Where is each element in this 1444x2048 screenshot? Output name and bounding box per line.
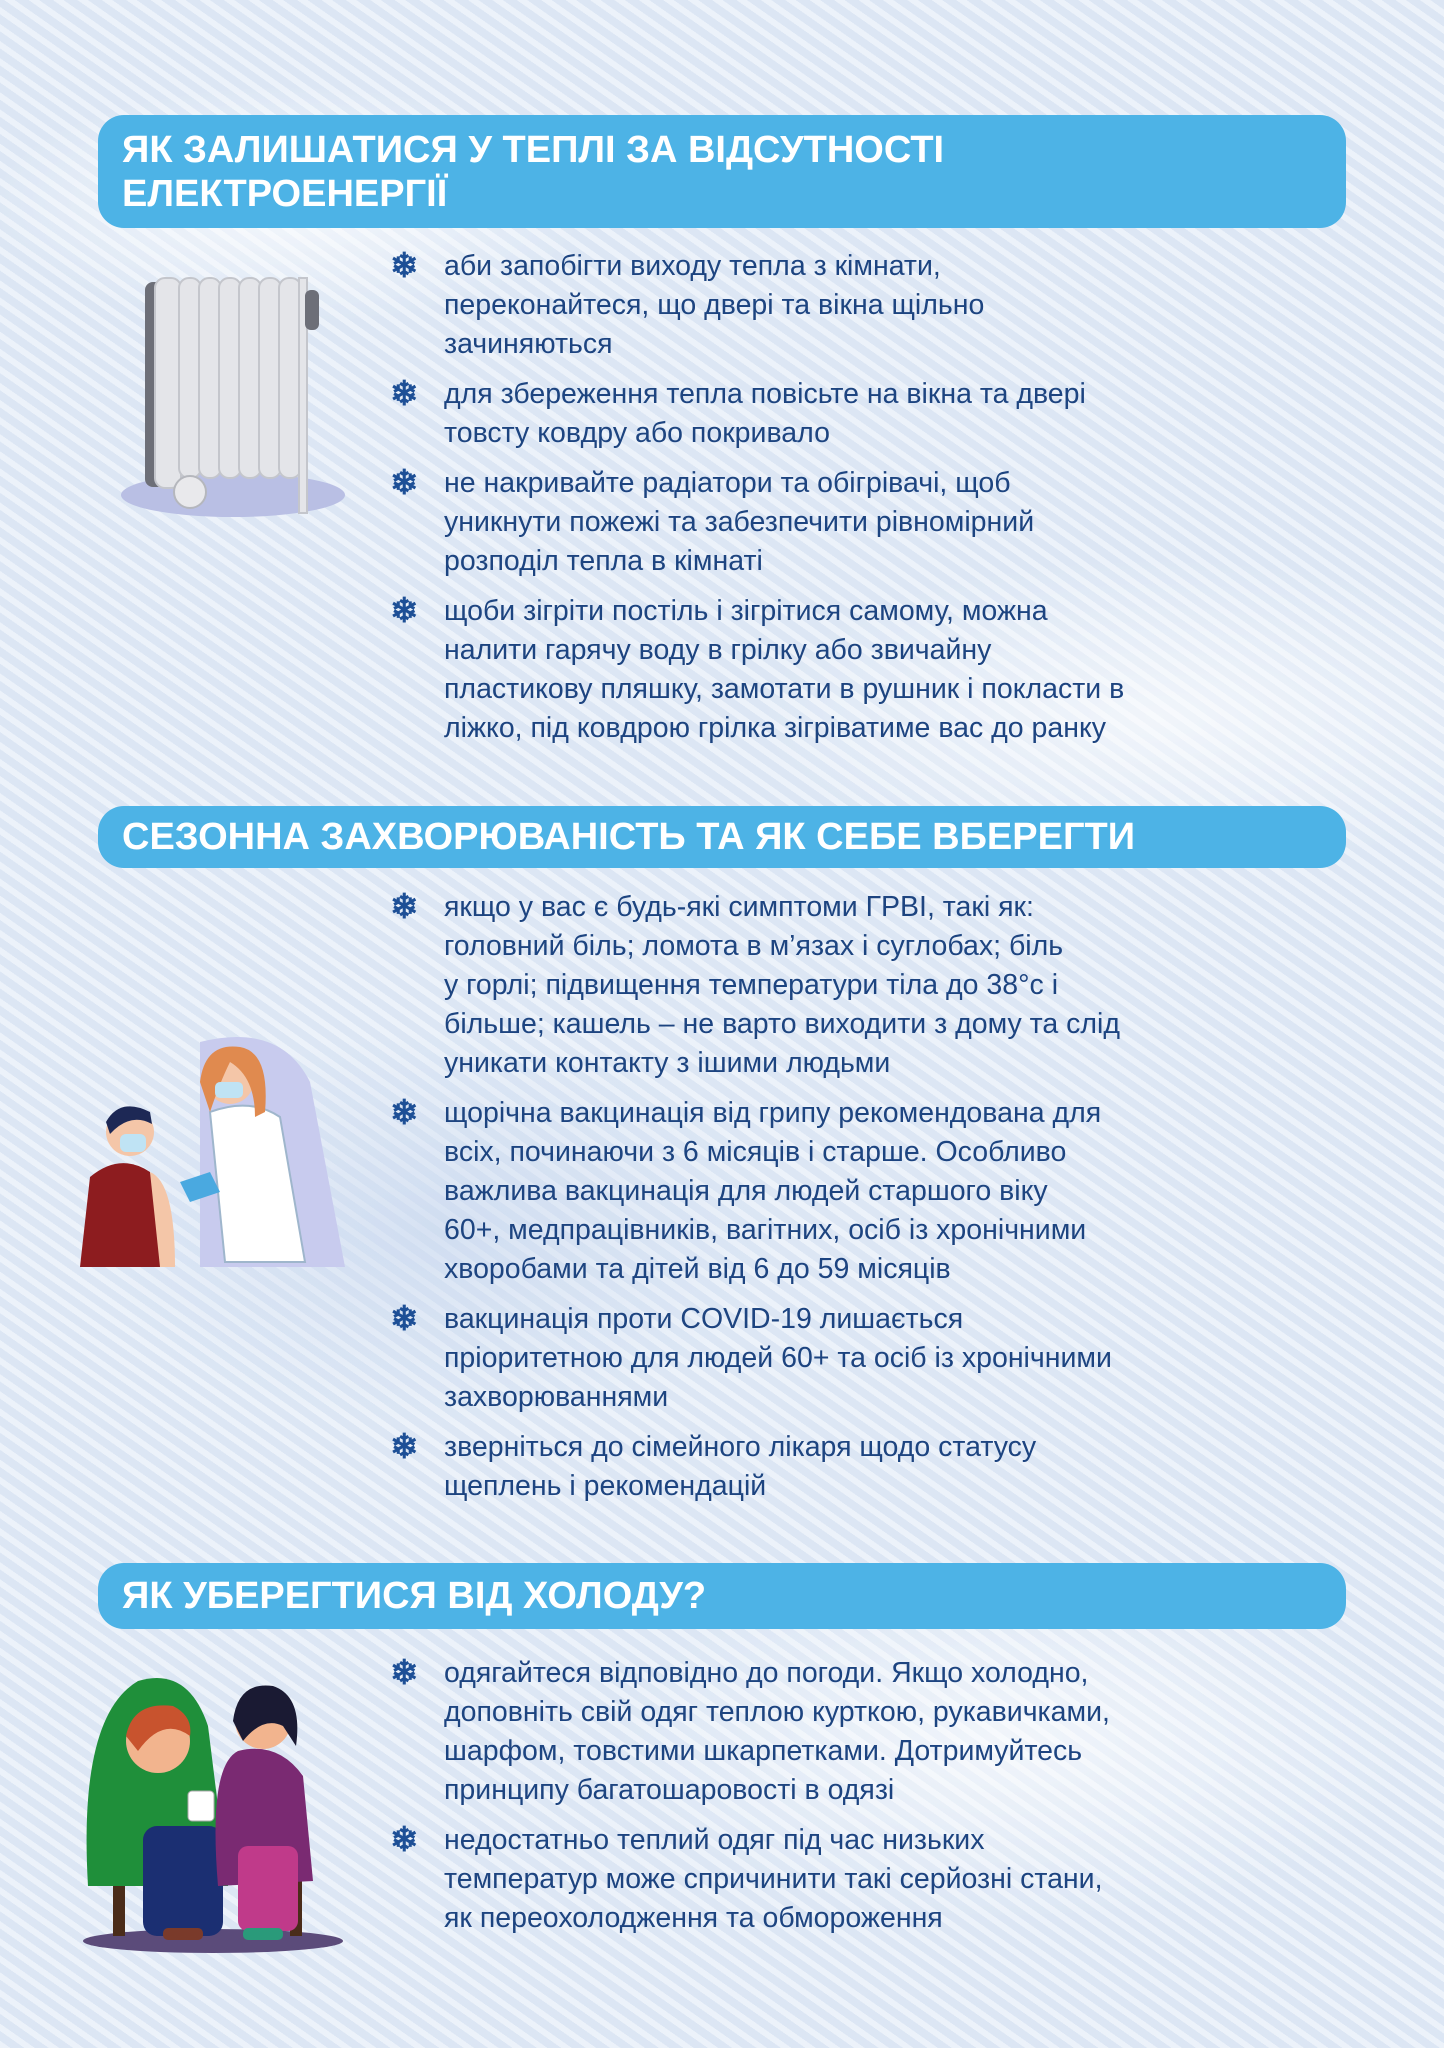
heading-line: ЕЛЕКТРОЕНЕРГІЇ: [122, 172, 448, 215]
list-item: [390, 1654, 1350, 1810]
snowflake-icon: ❄: [390, 1094, 419, 1132]
snowflake-icon: ❄: [390, 1821, 419, 1859]
list-item-text: [444, 375, 1086, 453]
text-line: зачиняються: [444, 328, 613, 360]
snowflake-icon: ❄: [390, 1654, 419, 1692]
list-item-text: [444, 1821, 1103, 1938]
text-line: головний біль; ломота в м’язах і суглобах; біль: [444, 930, 1064, 962]
text-line: аби запобігти виходу тепла з кімнати,: [444, 250, 941, 282]
text-line: не накривайте радіатори та обігрівачі, щоб: [444, 467, 1011, 499]
list-item-text: [444, 1094, 1101, 1289]
list-item-text: [444, 888, 1120, 1083]
text-line: пластикову пляшку, замотати в рушник і покласти в: [444, 673, 1125, 705]
text-line: недостатньо теплий одяг під час низьких: [444, 1824, 985, 1856]
text-line: щоби зігріти постіль і зігрітися самому, можна: [444, 595, 1048, 627]
list-item: [390, 1821, 1350, 1938]
text-line: для збереження тепла повісьте на вікна та двері: [444, 378, 1086, 410]
list-item: [390, 1300, 1350, 1417]
vaccination-illustration: [80, 1022, 350, 1270]
text-line: ліжко, під ковдрою грілка зігріватиме вас до ранку: [444, 712, 1107, 744]
text-line: вакцинація проти COVID-19 лишається: [444, 1303, 964, 1335]
text-line: щеплень і рекомендацій: [444, 1470, 767, 1502]
text-line: розподіл тепла в кімнаті: [444, 545, 763, 577]
text-line: доповніть свій одяг теплою курткою, рукавичками,: [444, 1696, 1110, 1728]
list-item-text: [444, 464, 1034, 581]
list-item-text: [444, 1654, 1110, 1810]
warmth-tips-list: [390, 247, 1350, 759]
text-line: якщо у вас є будь-які симптоми ГРВІ, такі як:: [444, 891, 1034, 923]
heading-line: ЯК ЗАЛИШАТИСЯ У ТЕПЛІ ЗА ВІДСУТНОСТІ: [122, 128, 945, 171]
list-item: [390, 1428, 1350, 1506]
text-line: товсту ковдру або покривало: [444, 417, 830, 449]
text-line: захворюваннями: [444, 1381, 669, 1413]
list-item: [390, 888, 1350, 1083]
list-item-text: [444, 247, 984, 364]
text-line: важлива вакцинація для людей старшого віку: [444, 1175, 1048, 1207]
heading-line: СЕЗОННА ЗАХВОРЮВАНІСТЬ ТА ЯК СЕБЕ ВБЕРЕГТИ: [122, 816, 1136, 858]
section-heading-cold: [98, 1563, 1346, 1629]
list-item: [390, 464, 1350, 581]
text-line: всіх, починаючи з 6 місяців і старше. Особливо: [444, 1136, 1067, 1168]
list-item: [390, 375, 1350, 453]
snowflake-icon: ❄: [390, 247, 419, 285]
list-item-text: [444, 1300, 1112, 1417]
snowflake-icon: ❄: [390, 592, 419, 630]
snowflake-icon: ❄: [390, 375, 419, 413]
text-line: принципу багатошаровості в одязі: [444, 1774, 895, 1806]
list-item: [390, 592, 1350, 748]
cold-tips-list: [390, 1654, 1350, 1949]
list-item: [390, 1094, 1350, 1289]
text-line: більше; кашель – не варто виходити з дому та слід: [444, 1008, 1121, 1040]
text-line: одягайтеся відповідно до погоди. Якщо холодно,: [444, 1657, 1089, 1689]
people-keeping-warm-illustration: [78, 1656, 348, 1956]
radiator-illustration: [115, 270, 355, 520]
snowflake-icon: ❄: [390, 1300, 419, 1338]
section-heading-warmth: [98, 115, 1346, 228]
text-line: уникнути пожежі та забезпечити рівномірний: [444, 506, 1035, 538]
snowflake-icon: ❄: [390, 888, 419, 926]
text-line: хворобами та дітей від 6 до 59 місяців: [444, 1253, 951, 1285]
text-line: зверніться до сімейного лікаря щодо статусу: [444, 1431, 1037, 1463]
list-item-text: [444, 592, 1124, 748]
illness-tips-list: [390, 888, 1350, 1517]
snowflake-icon: ❄: [390, 464, 419, 502]
section-heading-illness: [98, 806, 1346, 868]
text-line: шарфом, товстими шкарпетками. Дотримуйтесь: [444, 1735, 1083, 1767]
text-line: пріоритетною для людей 60+ та осіб із хронічними: [444, 1342, 1112, 1374]
text-line: уникати контакту з ішими людьми: [444, 1047, 891, 1079]
text-line: налити гарячу воду в грілку або звичайну: [444, 634, 992, 666]
list-item-text: [444, 1428, 1036, 1506]
text-line: переконайтеся, що двері та вікна щільно: [444, 289, 985, 321]
text-line: 60+, медпрацівників, вагітних, осіб із хронічними: [444, 1214, 1087, 1246]
text-line: щорічна вакцинація від грипу рекомендована для: [444, 1097, 1102, 1129]
heading-line: ЯК УБЕРЕГТИСЯ ВІД ХОЛОДУ?: [122, 1575, 707, 1617]
list-item: [390, 247, 1350, 364]
text-line: у горлі; підвищення температури тіла до 38°с і: [444, 969, 1059, 1001]
text-line: температур може спричинити такі серйозні стани,: [444, 1863, 1103, 1895]
text-line: як переохолодження та обмороження: [444, 1902, 943, 1934]
snowflake-icon: ❄: [390, 1428, 419, 1466]
